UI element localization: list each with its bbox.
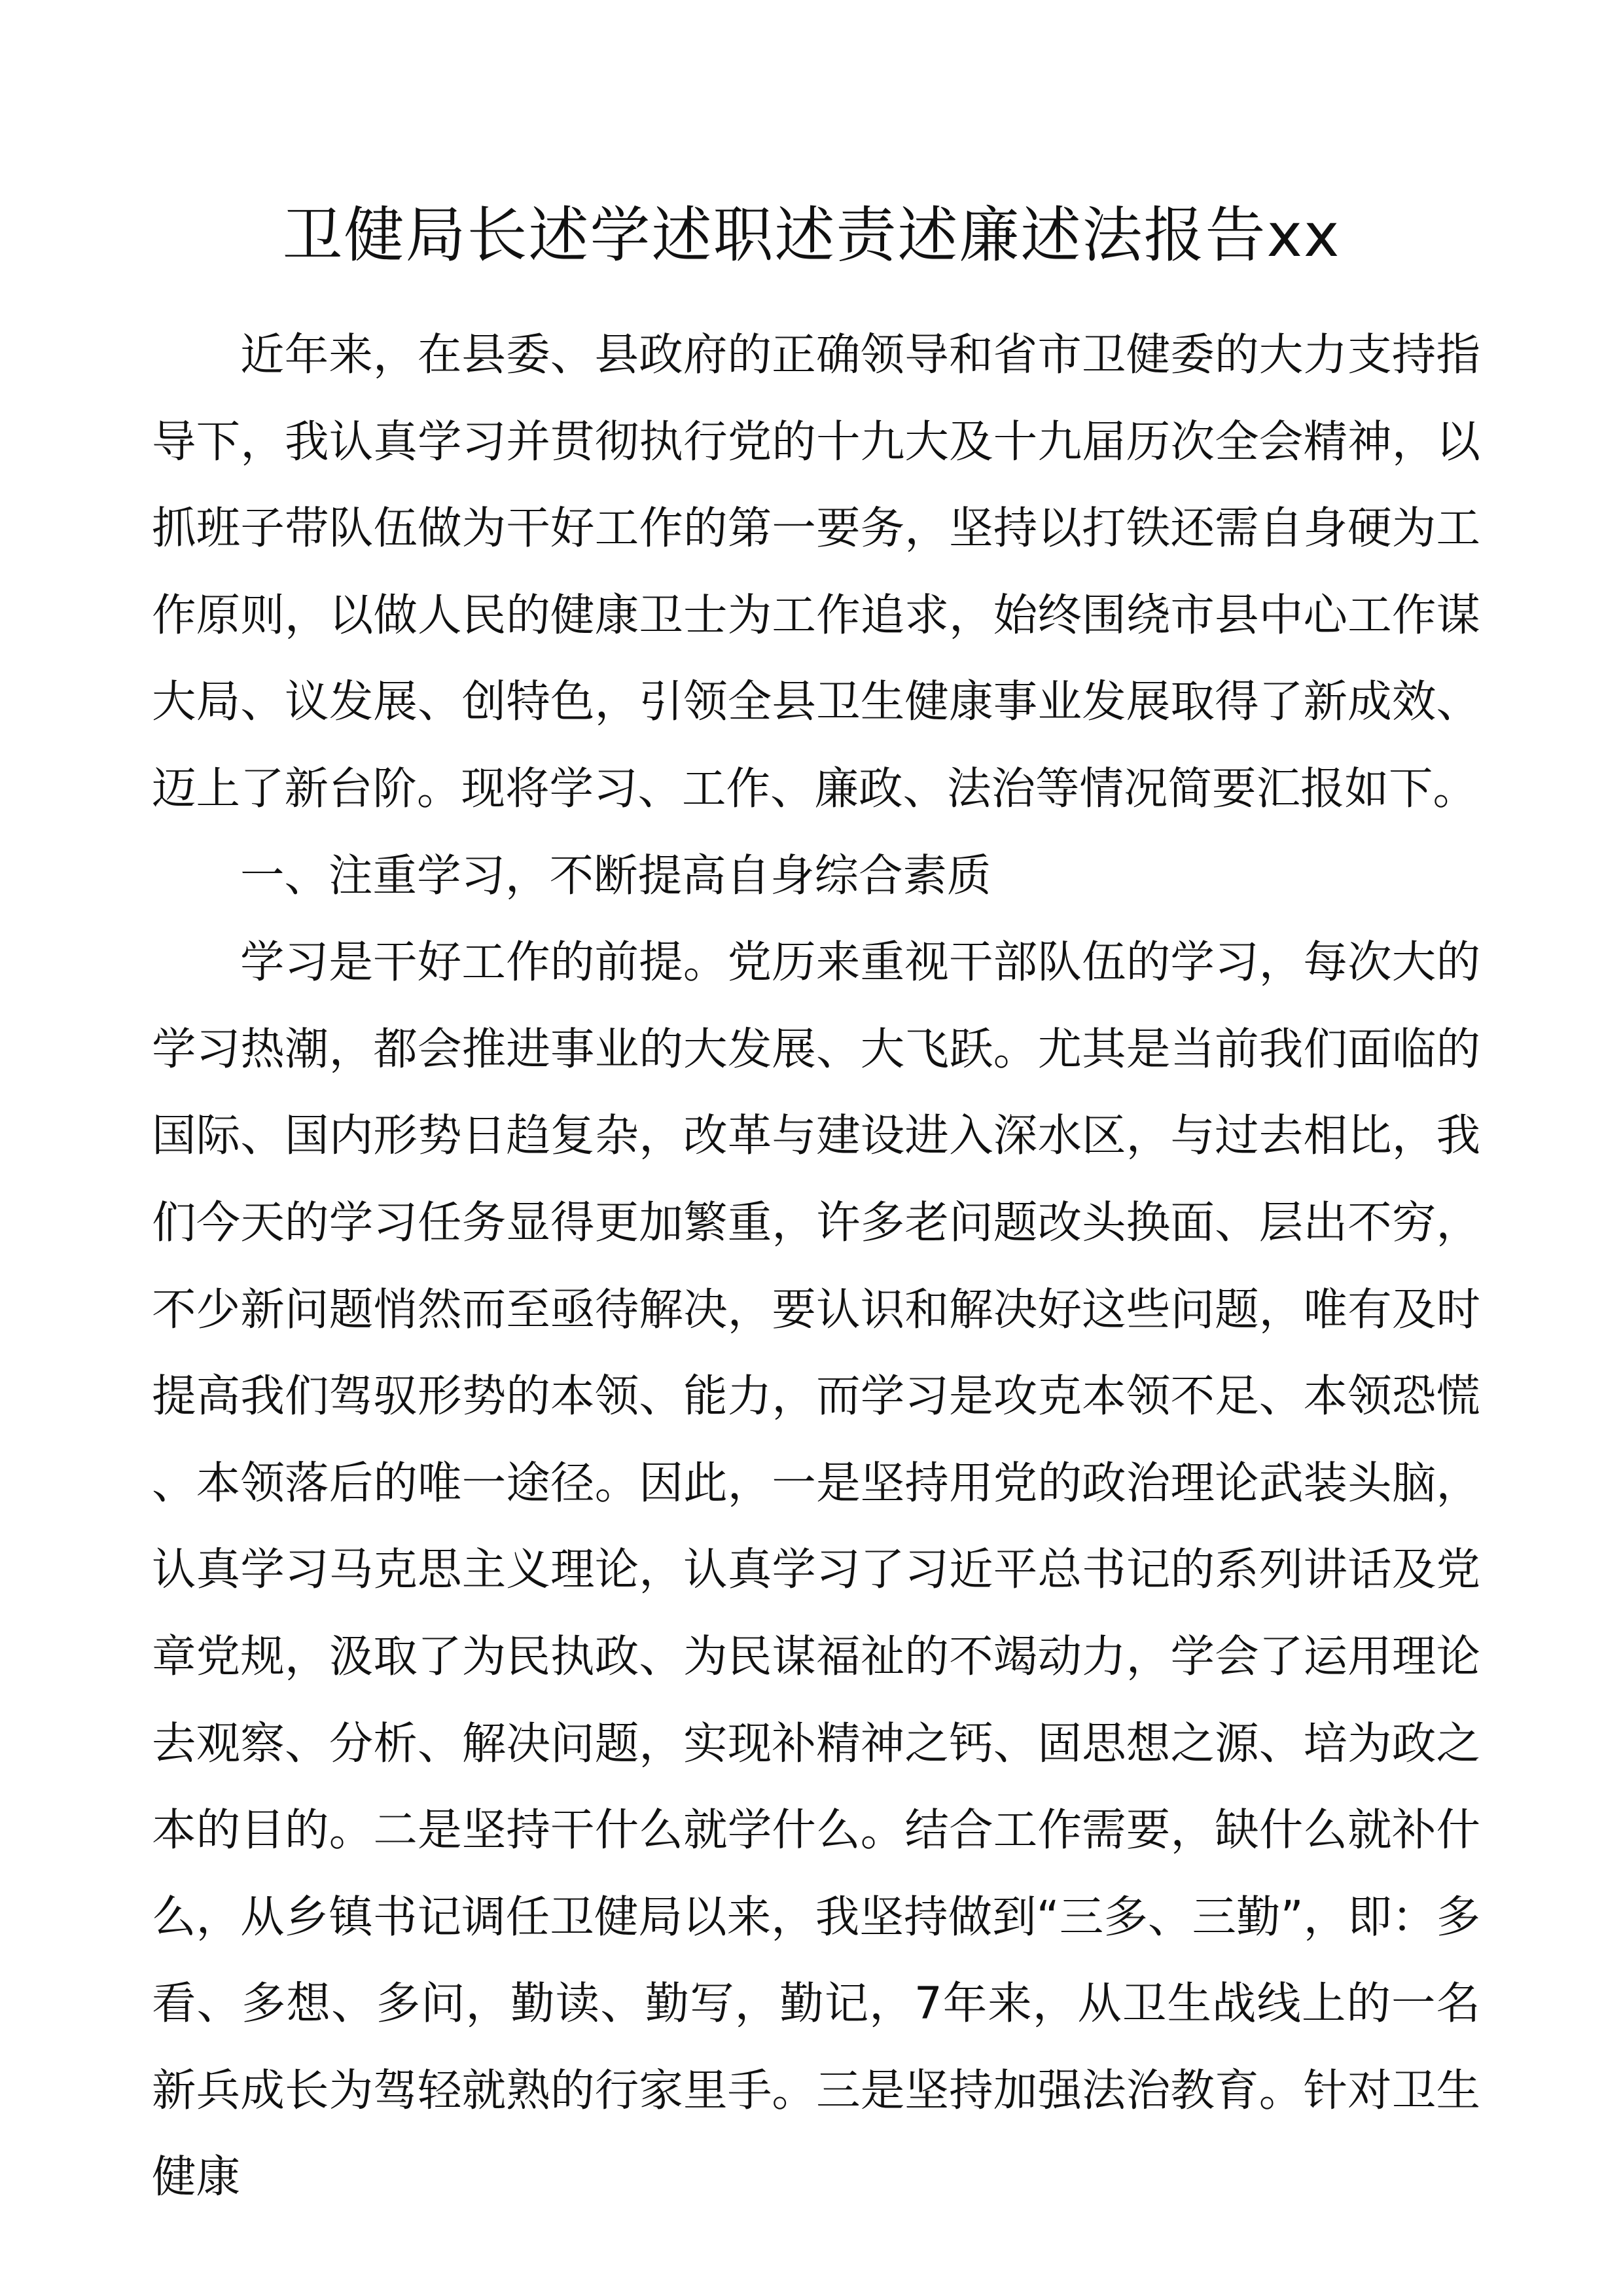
- paragraph-study: 学习是干好工作的前提。党历来重视干部队伍的学习，每次大的学习热潮，都会推进事业的大发展、大飞跃。尤其是当前我们面临的国际、国内形势日趋复杂，改革与建设进入深水区，与过去相比，我们今天的学习任务显得更加繁重，许多老问题改头换面、层出不穷，不少新问题悄然而至亟待解决，要认识和解决好这些问题，唯有及时提高我们驾驭形势的本领、能力，而学习是攻克本领不足、本领恐慌、本领落后的唯一途径。因此，一是坚持用党的政治理论武装头脑，认真学习马克思主义理论，认真学习了习近平总书记的系列讲话及党章党规，汲取了为民执政、为民谋福祉的不竭动力，学会了运用理论去观察、分析、解决问题，实现补精神之钙、固思想之源、培为政之本的目的。二是坚持干什么就学什么。结合工作需要，缺什么就补什么，从乡镇书记调任卫健局以来，我坚持做到“三多、三勤”，即：多看、多想、多问，勤读、勤写，勤记，7年来，从卫生战线上的一名新兵成长为驾轻就熟的行家里手。三是坚持加强法治教育。针对卫生健康: [152, 936, 1480, 2203]
- document-body: [152, 312, 1480, 2221]
- section-heading-1: 一、注重学习，不断提高自身综合素质: [240, 849, 991, 901]
- document-title: 卫健局长述学述职述责述廉述法报告xx: [282, 200, 1341, 270]
- paragraph-intro: 近年来，在县委、县政府的正确领导和省市卫健委的大力支持指导下，我认真学习并贯彻执行党的十九大及十九届历次全会精神，以抓班子带队伍做为干好工作的第一要务，坚持以打铁还需自身硬为工作原则，以做人民的健康卫士为工作追求，始终围绕市县中心工作谋大局、议发展、创特色，引领全县卫生健康事业发展取得了新成效、迈上了新台阶。现将学习、工作、廉政、法治等情况简要汇报如下。: [152, 329, 1480, 814]
